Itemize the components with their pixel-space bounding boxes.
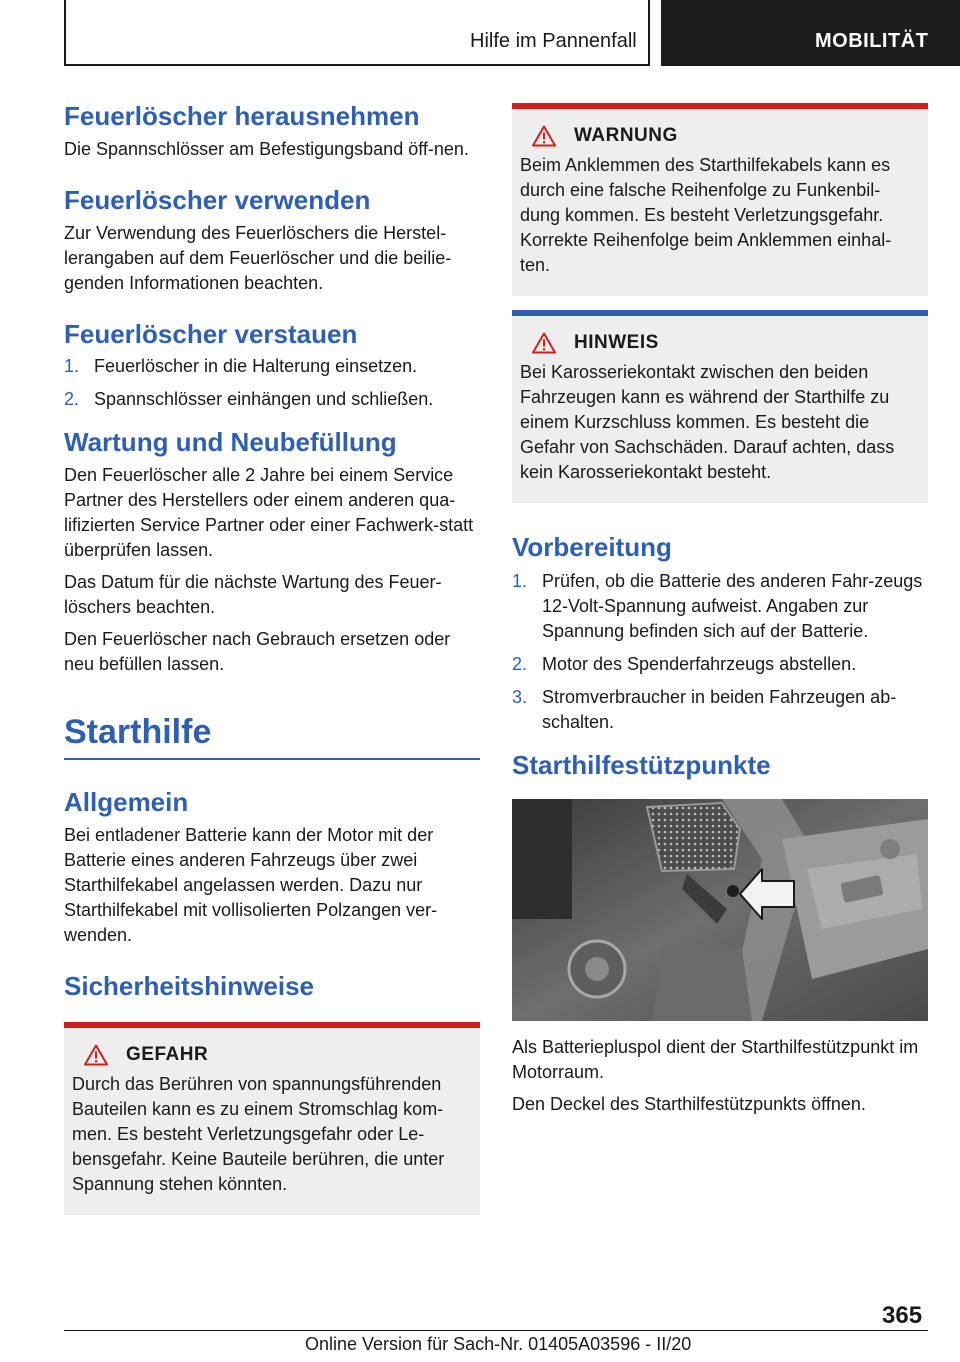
heading-remove-extinguisher: Feuerlöscher herausnehmen: [64, 101, 420, 131]
warning-text: Beim Anklemmen des Starthilfekabels kann es durch eine falsche Reihenfolge zu Funkenbil-dung kommen. Es besteht Verletzungsgefahr. Korrekte Reihenfolge beim Anklemmen einhal-ten.: [520, 155, 892, 275]
step-text: Feuerlöscher in die Halterung einsetzen.: [94, 356, 418, 376]
footer-version-text: Online Version für Sach-Nr. 01405A03596 - II/20: [305, 1334, 692, 1354]
warning-bar: [512, 103, 928, 109]
danger-header: [72, 1044, 470, 1066]
header-rule-bottom: [64, 64, 650, 66]
text-maintenance-2: Das Datum für die nächste Wartung des Feuer-löschers beachten.: [64, 572, 442, 617]
page-number: 365: [882, 1302, 923, 1329]
list-item: [512, 652, 928, 677]
text-jump-points-2: Den Deckel des Starthilfestützpunkts öffnen.: [512, 1094, 866, 1114]
engine-bay-image: [512, 799, 928, 1021]
heading-use-extinguisher: Feuerlöscher verwenden: [64, 185, 371, 215]
text-general: Bei entladener Batterie kann der Motor mit der Batterie eines anderen Fahrzeugs über zwei Starthilfekabel angelassen werden. Dazu nur Starthilfekabel mit vollisolierten Polzangen ver-wenden.: [64, 825, 438, 945]
step-number: 1.: [64, 356, 80, 376]
heading-general: Allgemein: [64, 787, 189, 817]
preparation-steps-list: [512, 569, 928, 735]
header-rule-left: [64, 0, 66, 66]
step-text: Motor des Spenderfahrzeugs abstellen.: [542, 654, 857, 674]
list-item: [512, 569, 928, 644]
engine-bay-illustration: [512, 799, 928, 1021]
warning-header: [520, 125, 918, 147]
heading-jump-points: Starthilfestützpunkte: [512, 750, 771, 780]
step-text: Prüfen, ob die Batterie des anderen Fahr-zeugs 12-Volt-Spannung aufweist. Angaben zur Spannung befinden sich auf der Batterie.: [542, 571, 923, 641]
list-item: [64, 387, 480, 412]
heading-safety: Sicherheitshinweise: [64, 971, 314, 1001]
text-maintenance-1: Den Feuerlöscher alle 2 Jahre bei einem Service Partner des Herstellers oder einem anderen qua-lifizierten Service Partner oder einer Fachwerk-statt überprüfen lassen.: [64, 465, 474, 560]
step-number: 3.: [512, 687, 528, 707]
warning-triangle-icon: [84, 1044, 108, 1066]
step-text: Stromverbraucher in beiden Fahrzeugen ab-schalten.: [542, 687, 897, 732]
text-maintenance-3: Den Feuerlöscher nach Gebrauch ersetzen oder neu befüllen lassen.: [64, 629, 451, 674]
danger-box: [64, 1022, 480, 1215]
header-chapter-label: MOBILITÄT: [815, 30, 929, 52]
heading-rule: [64, 758, 480, 760]
step-number: 1.: [512, 571, 528, 591]
step-number: 2.: [512, 654, 528, 674]
right-column: [512, 103, 928, 1117]
heading-maintenance: Wartung und Neubefüllung: [64, 427, 397, 457]
step-text: Spannschlösser einhängen und schließen.: [94, 389, 434, 409]
text-remove-extinguisher: Die Spannschlösser am Befestigungsband öff-nen.: [64, 139, 469, 159]
notice-text: Bei Karosseriekontakt zwischen den beiden Fahrzeugen kann es während der Starthilfe zu einem Kurzschluss kommen. Es besteht die Gefahr von Sachschäden. Darauf achten, dass kein Karosseriekontakt besteht.: [520, 362, 895, 482]
text-jump-points-1: Als Batteriepluspol dient der Starthilfestützpunkt im Motorraum.: [512, 1037, 919, 1082]
header-chapter-tab: [661, 0, 960, 66]
warning-title: WARNUNG: [574, 125, 678, 146]
left-column: [64, 100, 480, 1215]
warning-triangle-icon: [532, 332, 556, 354]
header-section-title: Hilfe im Pannenfall: [470, 30, 637, 52]
list-item: [64, 354, 480, 379]
footer-rule: [64, 1330, 928, 1331]
step-number: 2.: [64, 389, 80, 409]
header-rule-right: [648, 0, 650, 66]
text-use-extinguisher: Zur Verwendung des Feuerlöschers die Herstel-lerangaben auf dem Feuerlöscher und die beilie-genden Informationen beachten.: [64, 223, 452, 293]
notice-bar: [512, 310, 928, 316]
danger-title: GEFAHR: [126, 1044, 209, 1065]
danger-bar: [64, 1022, 480, 1028]
list-item: [512, 685, 928, 735]
danger-text: Durch das Berühren von spannungsführenden Bauteilen kann es zu einem Stromschlag kom-men. Es besteht Verletzungsgefahr oder Le-bensgefahr. Keine Bauteile berühren, die unter Spannung stehen könnten.: [72, 1074, 445, 1194]
warning-triangle-icon: [532, 125, 556, 147]
warning-box: [512, 103, 928, 296]
notice-title: HINWEIS: [574, 332, 659, 353]
heading-starthilfe: Starthilfe: [64, 713, 212, 751]
stow-steps-list: [64, 354, 480, 412]
notice-box: [512, 310, 928, 503]
heading-stow-extinguisher: Feuerlöscher verstauen: [64, 319, 358, 349]
heading-preparation: Vorbereitung: [512, 532, 672, 562]
notice-header: [520, 332, 918, 354]
